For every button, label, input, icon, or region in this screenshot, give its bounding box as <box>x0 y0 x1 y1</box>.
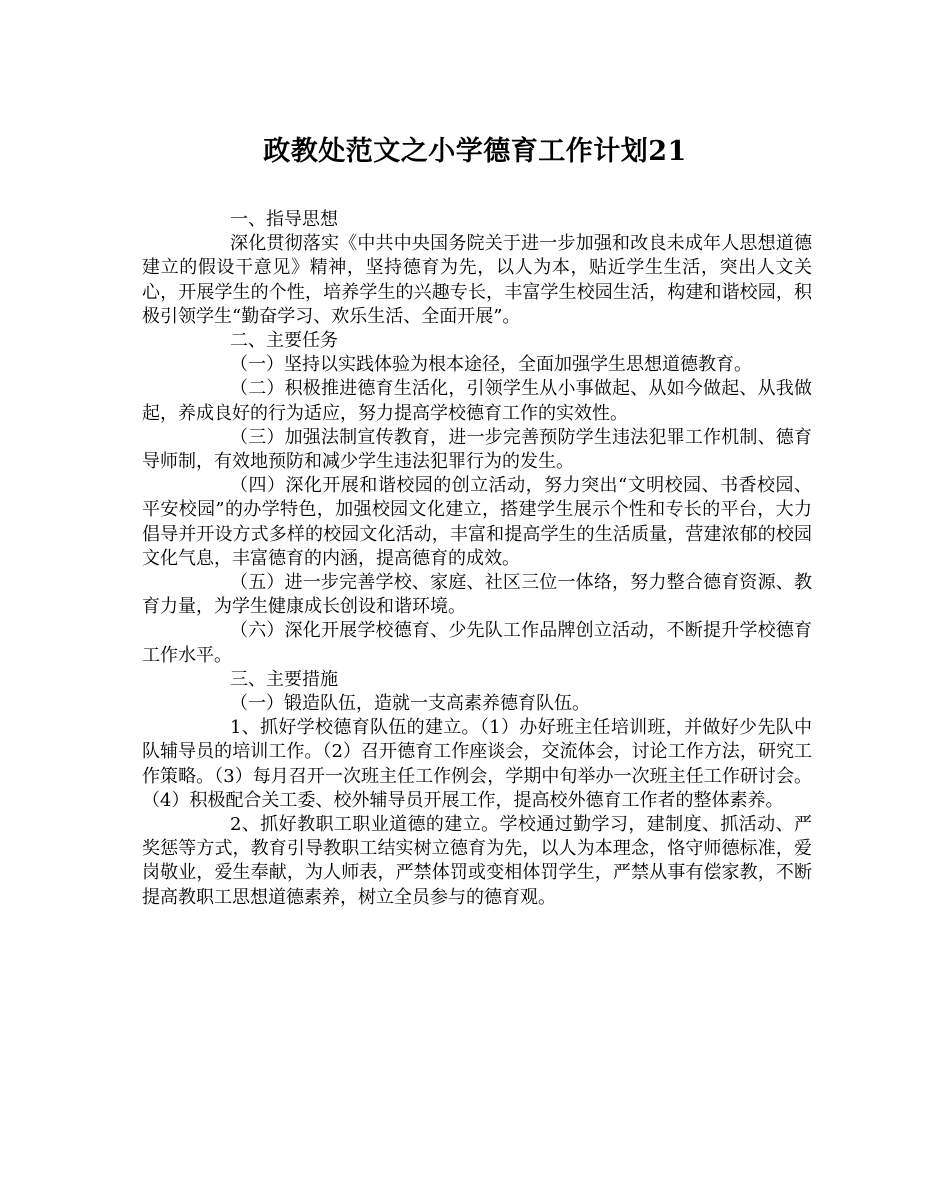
document-body <box>142 208 812 910</box>
document-title: 政教处范文之小学德育工作计划21 <box>263 136 687 167</box>
task-paragraph: （六）深化开展学校德育、少先队工作品牌创立活动，不断提升学校德育工作水平。 <box>142 620 812 666</box>
task-paragraph: （一）坚持以实践体验为根本途径，全面加强学生思想道德教育。 <box>230 354 752 376</box>
section-heading: 二、主要任务 <box>230 330 338 352</box>
body-paragraph: 深化贯彻落实《中共中央国务院关于进一步加强和改良未成年人思想道德建立的假设干意见》精神，坚持德育为先，以人为本，贴近学生生活，突出人文关心，开展学生的个性，培养学生的兴趣专长，丰富学生校园生活，构建和谐校园，积极引领学生“勤奋学习、欢乐生活、全面开展”。 <box>142 233 812 327</box>
section-heading: 一、指导思想 <box>230 209 338 230</box>
measure-subheading: （一）锻造队伍，造就一支高素养德育队伍。 <box>230 693 590 715</box>
section-heading: 三、主要措施 <box>230 668 338 690</box>
measure-paragraph: 2、抓好教职工职业道德的建立。学校通过勤学习，建制度、抓活动、严奖惩等方式，教育引导教职工结实树立德育为先，以人为本理念，恪守师德标准，爱岗敬业，爱生奉献，为人师表，严禁体罚或变相体罚学生，严禁从事有偿家教，不断提高教职工思想道德素养，树立全员参与的德育观。 <box>142 814 812 908</box>
task-paragraph: （三）加强法制宣传教育，进一步完善预防学生违法犯罪工作机制、德育导师制，有效地预防和减少学生违法犯罪行为的发生。 <box>142 426 812 473</box>
task-paragraph: （五）进一步完善学校、家庭、社区三位一体络，努力整合德育资源、教育力量，为学生健康成长创设和谐环境。 <box>142 572 812 618</box>
task-paragraph: （四）深化开展和谐校园的创立活动，努力突出“文明校园、书香校园、平安校园”的办学特色，加强校园文化建立，搭建学生展示个性和专长的平台，大力倡导并开设方式多样的校园文化活动，丰富和提高学生的生活质量，营建浓郁的校园文化气息，丰富德育的内涵，提高德育的成效。 <box>142 475 812 569</box>
task-paragraph: （二）积极推进德育生活化，引领学生从小事做起、从如今做起、从我做起，养成良好的行为适应，努力提高学校德育工作的实效性。 <box>142 378 812 424</box>
measure-paragraph: 1、抓好学校德育队伍的建立。（1）办好班主任培训班，并做好少先队中队辅导员的培训工作。（2）召开德育工作座谈会，交流体会，讨论工作方法，研究工作策略。（3）每月召开一次班主任工作例会，学期中旬举办一次班主任工作研讨会。（4）积极配合关工委、校外辅导员开展工作，提高校外德育工作者的整体素养。 <box>142 717 812 811</box>
